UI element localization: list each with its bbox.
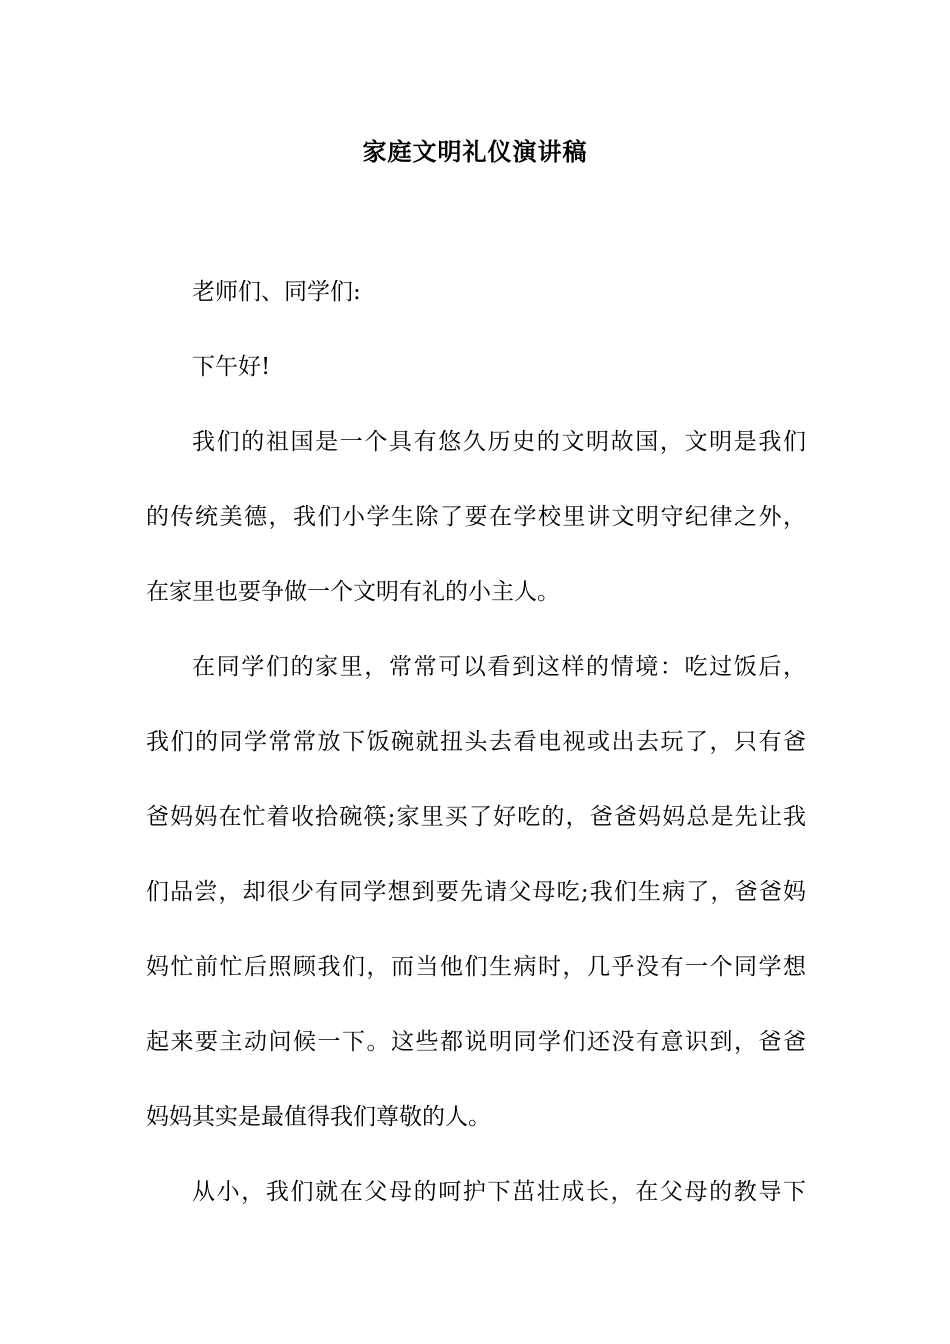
paragraph-3 xyxy=(146,1155,806,1230)
paragraph-line: 在同学们的家里，常常可以看到这样的情境：吃过饭后， xyxy=(192,654,806,680)
paragraph-line: 爸妈妈在忙着收拾碗筷;家里买了好吃的，爸爸妈妈总是先让我 xyxy=(146,804,806,830)
paragraph-line: 起来要主动问候一下。这些都说明同学们还没有意识到，爸爸 xyxy=(146,1029,806,1055)
document-title: 家庭文明礼仪演讲稿 xyxy=(362,137,588,166)
paragraph-line: 在家里也要争做一个文明有礼的小主人。 xyxy=(146,579,560,605)
paragraph-line: 妈妈其实是最值得我们尊敬的人。 xyxy=(146,1104,491,1130)
paragraph-line: 们品尝，却很少有同学想到要先请父母吃;我们生病了，爸爸妈 xyxy=(146,879,806,905)
paragraph-line: 妈忙前忙后照顾我们，而当他们生病时，几乎没有一个同学想 xyxy=(146,954,806,980)
paragraph-line: 我们的同学常常放下饭碗就扭头去看电视或出去玩了，只有爸 xyxy=(146,729,806,755)
paragraph-line: 的传统美德，我们小学生除了要在学校里讲文明守纪律之外， xyxy=(146,504,806,530)
salutation: 老师们、同学们: xyxy=(192,279,361,305)
paragraph-1 xyxy=(146,405,806,630)
document-body xyxy=(146,255,806,1230)
paragraph-2 xyxy=(146,630,806,1155)
greeting: 下午好! xyxy=(192,354,271,380)
paragraph-line: 从小，我们就在父母的呵护下茁壮成长，在父母的教导下 xyxy=(192,1179,806,1205)
paragraph-line: 我们的祖国是一个具有悠久历史的文明故国，文明是我们 xyxy=(192,429,806,455)
